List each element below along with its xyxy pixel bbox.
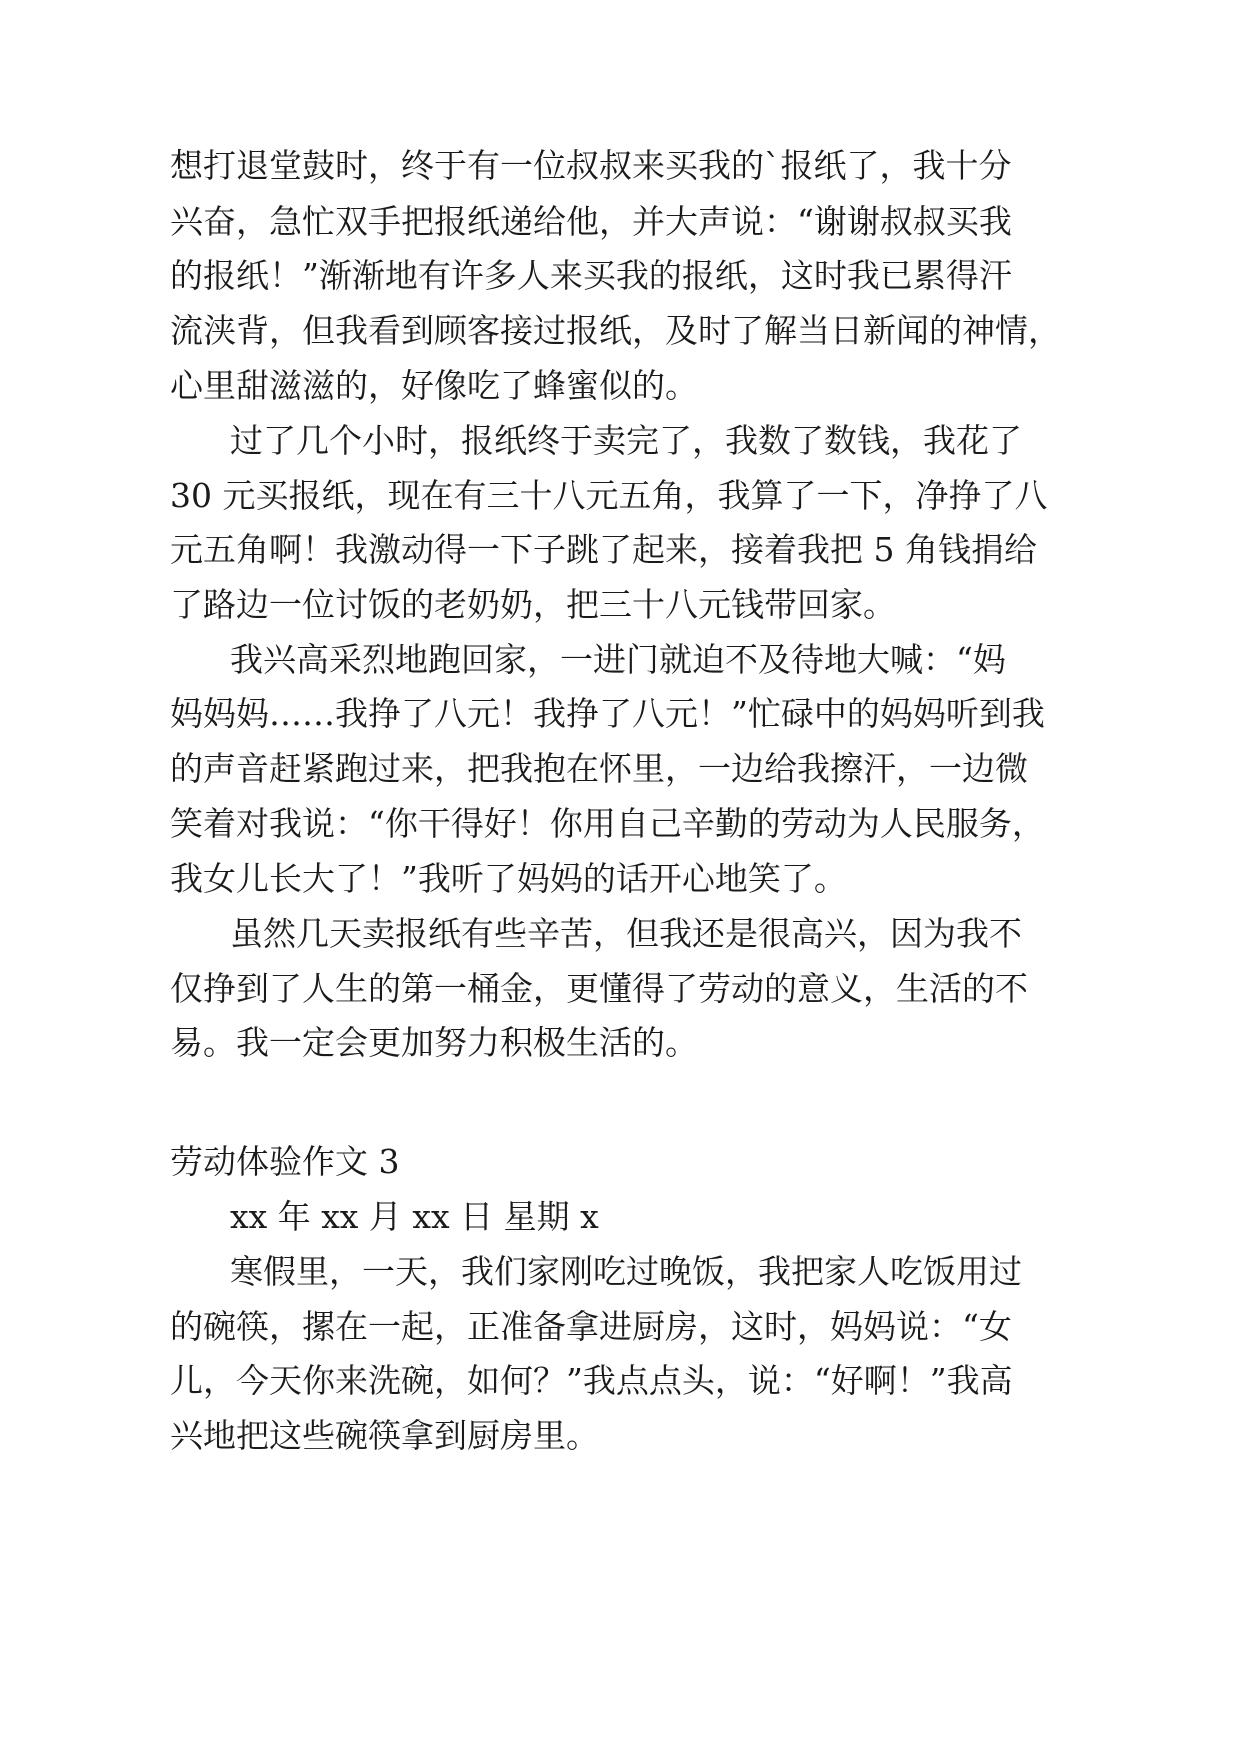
line-text: 仅挣到了人生的第一桶金，更懂得了劳动的意义，生活的不 [170,969,1028,1008]
line-text: 的碗筷，摞在一起，正准备拿进厨房，这时，妈妈说：“女 [170,1307,1012,1346]
text-line [0,356,1241,416]
date-line [0,1187,1241,1247]
date-text: xx 年 xx 月 xx 日 星期 x [230,1197,599,1236]
line-text: 虽然几天卖报纸有些辛苦，但我还是很高兴，因为我不 [230,914,1022,953]
line-text: 流浃背，但我看到顾客接过报纸，及时了解当日新闻的神情， [170,311,1061,350]
section-heading-text: 劳动体验作文 3 [170,1142,400,1181]
text-line [0,794,1241,854]
text-line [0,246,1241,306]
text-line [0,739,1241,799]
line-text: 妈妈妈……我挣了八元！我挣了八元！”忙碌中的妈妈听到我 [170,694,1045,733]
text-line [0,904,1241,964]
text-line [0,1406,1241,1466]
text-line [0,959,1241,1019]
line-text: 寒假里，一天，我们家刚吃过晚饭，我把家人吃饭用过 [230,1252,1022,1291]
line-text: 元五角啊！我激动得一下子跳了起来，接着我把 5 角钱捐给 [170,530,1037,569]
line-text: 我女儿长大了！”我听了妈妈的话开心地笑了。 [170,859,847,898]
text-line [0,466,1241,526]
line-text: 兴奋，急忙双手把报纸递给他，并大声说：“谢谢叔叔买我 [170,202,1012,241]
text-line [0,684,1241,744]
line-text: 的报纸！”渐渐地有许多人来买我的报纸，这时我已累得汗 [170,256,1012,295]
text-line [0,1242,1241,1302]
line-text: 30 元买报纸，现在有三十八元五角，我算了一下，净挣了八 [170,476,1048,515]
line-text: 儿，今天你来洗碗，如何？”我点点头，说：“好啊！”我高 [170,1361,1013,1400]
text-line [0,520,1241,580]
text-line [0,849,1241,909]
text-line [0,411,1241,471]
text-line [0,192,1241,252]
line-text: 过了几个小时，报纸终于卖完了，我数了数钱，我花了 [230,421,1022,460]
line-text: 心里甜滋滋的，好像吃了蜂蜜似的。 [170,366,698,405]
line-text: 的声音赶紧跑过来，把我抱在怀里，一边给我擦汗，一边微 [170,749,1028,788]
text-line [0,1013,1241,1073]
section-heading [0,1132,1241,1192]
text-line [0,1297,1241,1357]
text-line [0,301,1241,361]
line-text: 了路边一位讨饭的老奶奶，把三十八元钱带回家。 [170,585,896,624]
text-line [0,1351,1241,1411]
line-text: 笑着对我说：“你干得好！你用自己辛勤的劳动为人民服务， [170,804,1045,843]
line-text: 兴地把这些碗筷拿到厨房里。 [170,1416,599,1455]
line-text: 易。我一定会更加努力积极生活的。 [170,1023,698,1062]
text-line [0,575,1241,635]
text-line [0,630,1241,690]
line-text: 想打退堂鼓时，终于有一位叔叔来买我的`报纸了，我十分 [170,146,1012,185]
line-text: 我兴高采烈地跑回家，一进门就迫不及待地大喊：“妈 [230,640,1006,679]
text-line [0,136,1241,196]
